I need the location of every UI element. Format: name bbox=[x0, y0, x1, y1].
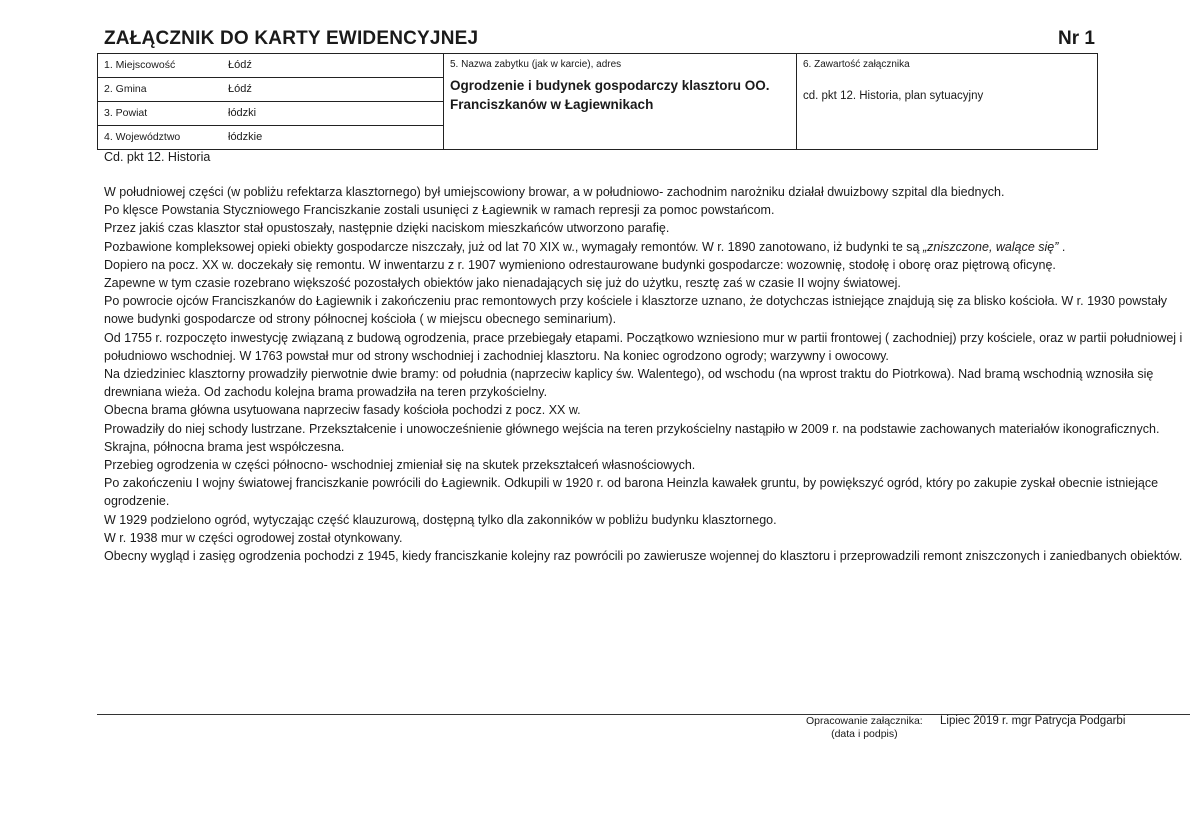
paragraph: Skrajna, północna brama jest współczesna. bbox=[104, 439, 345, 454]
field-value: łódzki bbox=[228, 107, 257, 119]
object-name-line1: Ogrodzenie i budynek gospodarczy klasztoru OO. bbox=[450, 78, 770, 93]
object-name-cell bbox=[444, 54, 797, 150]
paragraph: Po powrocie ojców Franciszkanów do Łagiewnik i zakończeniu prac remontowych przy kościele i klasztorze uznano, że dotychczas istniejące znajdują się za blisko kościoła. W r. 1930 powstały nowe budynki gospodarcze od strony północnej kościoła ( w miejscu obecnego seminarium). bbox=[104, 294, 1168, 327]
paragraph: Na dziedziniec klasztorny prowadziły pierwotnie dwie bramy: od południa (naprzeciw kaplicy św. Walentego), od wschodu (na wprost traktu do Piotrkowa). Nad bramą wschodnią wznosiła się drewniana wieża. Od zachodu kolejna brama prowadziła na teren przykościelny. bbox=[104, 367, 1154, 400]
paragraph: Po zakończeniu I wojny światowej franciszkanie powrócili do Łagiewnik. Odkupili w 1920 r. od barona Heinzla kawałek gruntu, by powiększyć ogród, który po zakupie zyskał obecnie istniejące ogrodzenie. bbox=[104, 476, 1159, 509]
paragraph: Przez jakiś czas klasztor stał opustoszały, następnie dzięki naciskom mieszkańców utworzono parafię. bbox=[104, 221, 670, 236]
paragraph: Zapewne w tym czasie rozebrano większość pozostałych obiektów jako nienadających się już do użytku, resztę zaś w czasie II wojny światowej. bbox=[104, 276, 901, 291]
date-signature-label: (data i podpis) bbox=[831, 728, 898, 740]
field-label: 4. Województwo bbox=[104, 131, 181, 143]
field-row-town bbox=[98, 54, 444, 78]
paragraph-text: Pozbawione kompleksowej opieki obiekty gospodarcze niszczały, już od lat 70 XIX w., wymagały remontów. W r. 1890 zanotowano, iż budynki te są bbox=[104, 239, 923, 254]
paragraph: Przebieg ogrodzenia w części północno- wschodniej zmieniał się na skutek przekształceń własnościowych. bbox=[104, 458, 696, 473]
paragraph-text: . bbox=[1058, 239, 1066, 254]
attachment-number: Nr 1 bbox=[1058, 28, 1095, 49]
attachment-contents-label: 6. Zawartość załącznika bbox=[803, 59, 910, 70]
field-value: łódzkie bbox=[228, 131, 263, 143]
paragraph: W r. 1938 mur w części ogrodowej został otynkowany. bbox=[104, 530, 403, 545]
field-value: Łódź bbox=[228, 83, 252, 95]
footer-label bbox=[806, 715, 923, 741]
history-text bbox=[104, 183, 1184, 565]
paragraph: W 1929 podzielono ogród, wytyczając część klauzurową, dostępną tylko dla zakonników w pobliżu budynku klasztornego. bbox=[104, 512, 777, 527]
quotation: „zniszczone, walące się” bbox=[922, 239, 1059, 254]
prepared-by-value: Lipiec 2019 r. mgr Patrycja Podgarbi bbox=[940, 715, 1126, 727]
field-label: 1. Miejscowość bbox=[104, 59, 176, 71]
paragraph bbox=[104, 238, 1184, 256]
object-name-label: 5. Nazwa zabytku (jak w karcie), adres bbox=[450, 59, 622, 70]
field-label: 3. Powiat bbox=[104, 107, 148, 119]
paragraph: Dopiero na pocz. XX w. doczekały się remontu. W inwentarzu z r. 1907 wymieniono odrestaurowane budynki gospodarcze: wozownię, stodołę i oborę oraz piętrową oficynę. bbox=[104, 257, 1056, 272]
prepared-by-label: Opracowanie załącznika: bbox=[806, 715, 923, 727]
location-table bbox=[97, 53, 1098, 150]
section-heading: Cd. pkt 12. Historia bbox=[104, 150, 211, 164]
field-row-county bbox=[98, 102, 444, 126]
document-title: ZAŁĄCZNIK DO KARTY EWIDENCYJNEJ bbox=[104, 28, 479, 49]
attachment-contents-value: cd. pkt 12. Historia, plan sytuacyjny bbox=[803, 90, 984, 102]
object-name-line2: Franciszkanów w Łagiewnikach bbox=[450, 97, 654, 112]
paragraph: Obecny wygląd i zasięg ogrodzenia pochodzi z 1945, kiedy franciszkanie kolejny raz powrócili po zawierusze wojennej do klasztoru i przeprowadzili remont zniszczonych i zaniedbanych obiektów. bbox=[104, 549, 1183, 564]
paragraph: Obecna brama główna usytuowana naprzeciw fasady kościoła pochodzi z pocz. XX w. bbox=[104, 403, 581, 418]
field-row-commune bbox=[98, 78, 444, 102]
attachment-contents-cell bbox=[797, 54, 1098, 150]
paragraph: Po klęsce Powstania Styczniowego Franciszkanie zostali usunięci z Łagiewnik w ramach represji za pomoc powstańcom. bbox=[104, 203, 775, 218]
paragraph: W południowej części (w pobliżu refektarza klasztornego) był umiejscowiony browar, a w południowo- zachodnim narożniku działał dwuizbowy szpital dla biednych. bbox=[104, 185, 1005, 199]
paragraph: Od 1755 r. rozpoczęto inwestycję związaną z budową ogrodzenia, prace przebiegały etapami. Początkowo wzniesiono mur w partii frontowej ( zachodniej) przy kościele, oraz w partii południowej i południowo wschodniej. W 1763 powstał mur od strony wschodniej i zachodniej klasztoru. Na koniec ogrodzono ogrody; warzywny i owocowy. bbox=[104, 330, 1183, 363]
object-name bbox=[444, 70, 796, 114]
field-label: 2. Gmina bbox=[104, 83, 147, 95]
paragraph: Prowadziły do niej schody lustrzane. Przekształcenie i unowocześnienie głównego wejścia na teren przykościelny nastąpiło w 2009 r. na podstawie zachowanych materiałów ikonograficznych. bbox=[104, 421, 1160, 436]
field-value: Łódź bbox=[228, 59, 252, 71]
field-row-voivodeship bbox=[98, 126, 444, 150]
